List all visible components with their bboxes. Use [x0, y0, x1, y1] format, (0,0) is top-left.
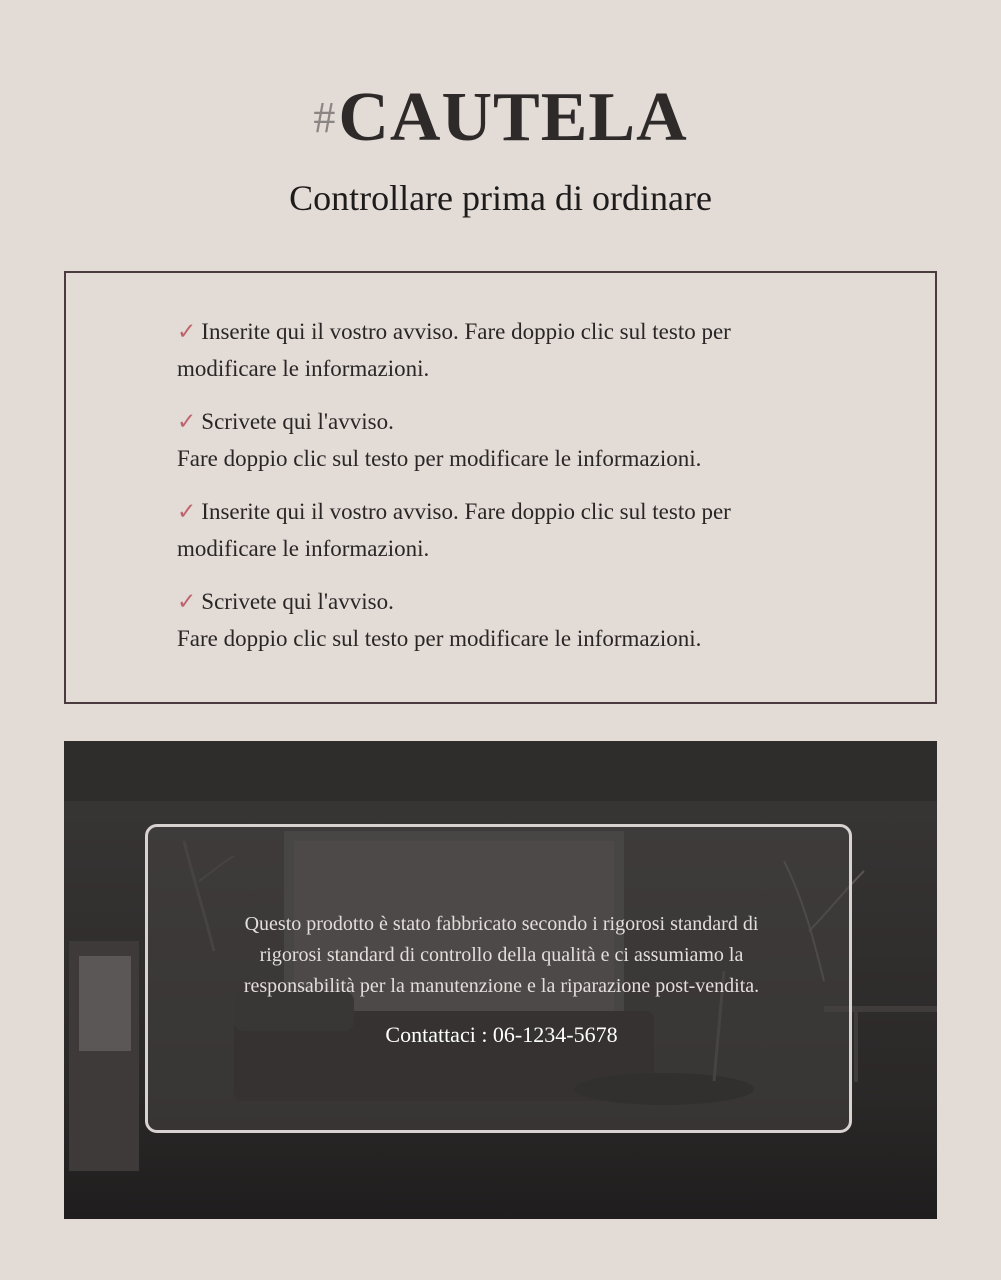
info-line: Questo prodotto è stato fabbricato secondo i rigorosi standard di: [244, 913, 759, 935]
notice-text-line1: Inserite qui il vostro avviso. Fare doppio clic sul testo per: [201, 319, 731, 344]
notice-item: [177, 493, 877, 567]
check-icon: ✓: [177, 589, 197, 614]
notice-item: [177, 403, 877, 477]
check-icon: ✓: [177, 319, 197, 344]
notice-text-line2: Fare doppio clic sul testo per modificare le informazioni.: [177, 626, 702, 651]
check-icon: ✓: [177, 409, 197, 434]
page-title: [0, 78, 1001, 158]
notice-text-line2: modificare le informazioni.: [177, 356, 430, 381]
contact-info: Contattaci : 06-1234-5678: [385, 1022, 618, 1047]
notice-text-line1: Scrivete qui l'avviso.: [201, 589, 394, 614]
notice-box: [64, 271, 937, 704]
notice-text-line2: modificare le informazioni.: [177, 536, 430, 561]
notice-item: [177, 313, 877, 387]
page-subtitle: Controllare prima di ordinare: [289, 178, 712, 218]
bedroom-photo: [64, 741, 937, 1219]
notice-text-line1: Inserite qui il vostro avviso. Fare doppio clic sul testo per: [201, 499, 731, 524]
notice-item: [177, 583, 877, 657]
info-line: rigorosi standard di controllo della qualità e ci assumiamo la: [259, 944, 744, 966]
check-icon: ✓: [177, 499, 197, 524]
notice-list: [177, 313, 877, 673]
title-hash: #: [313, 93, 337, 142]
info-card: [145, 824, 852, 1133]
notice-text-line2: Fare doppio clic sul testo per modificare le informazioni.: [177, 446, 702, 471]
info-text: [148, 909, 855, 1002]
title-text: CAUTELA: [338, 79, 688, 156]
notice-text-line1: Scrivete qui l'avviso.: [201, 409, 394, 434]
info-line: responsabilità per la manutenzione e la riparazione post-vendita.: [243, 975, 760, 997]
